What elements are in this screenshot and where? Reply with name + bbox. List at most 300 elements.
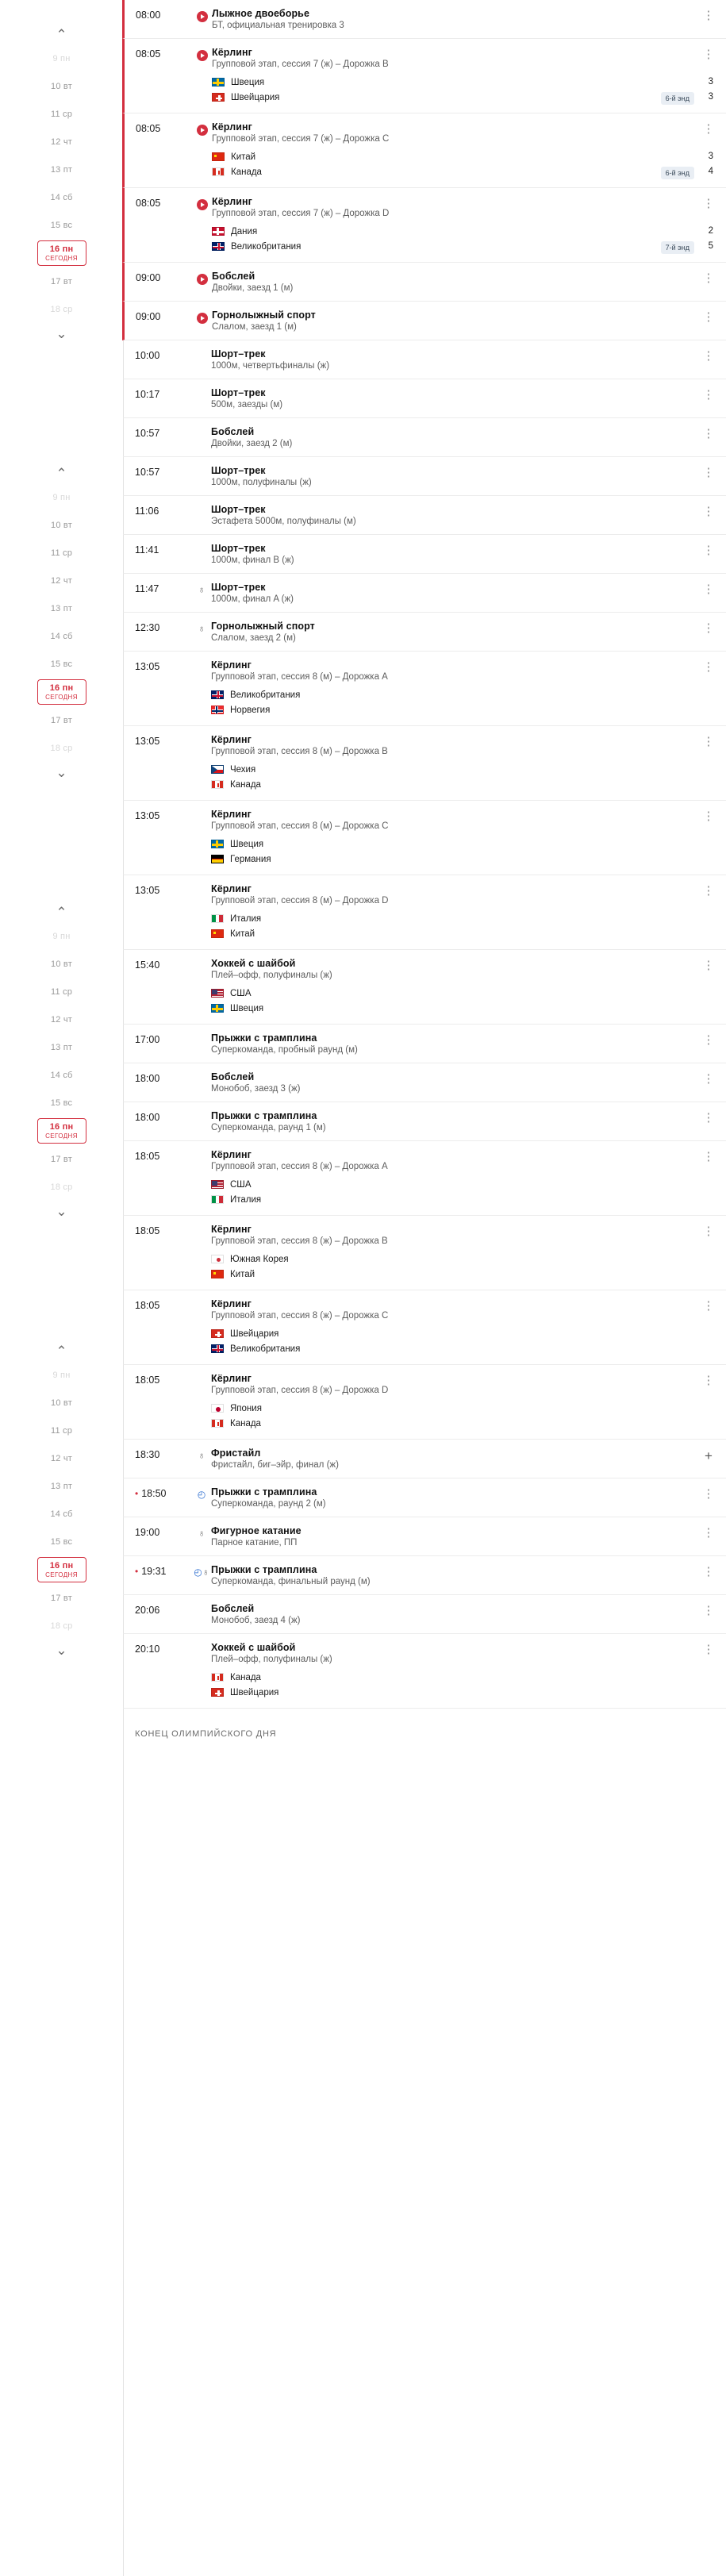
event-detail: Групповой этап, сессия 8 (ж) – Дорожка B: [211, 1236, 388, 1246]
date-rail-item[interactable]: 13 пт: [50, 1481, 73, 1491]
event-time: 13:05: [135, 661, 160, 672]
event-menu-icon[interactable]: ⋮: [702, 505, 715, 518]
date-rail-item[interactable]: 15 вс: [50, 220, 73, 230]
scroll-down-arrow-icon[interactable]: ⌄: [56, 325, 67, 341]
competitor-list: [211, 1251, 713, 1282]
event-menu-icon[interactable]: ⋮: [702, 1299, 715, 1313]
event-sport: Прыжки с трамплина: [211, 1486, 317, 1498]
competitor-row: [212, 90, 661, 105]
competitor-list: [211, 1401, 713, 1431]
flag-icon: [212, 152, 225, 161]
schedule-event-row[interactable]: [123, 1063, 726, 1102]
event-time: 08:05: [136, 198, 161, 209]
flag-icon: [212, 93, 225, 102]
event-menu-icon[interactable]: ⋮: [702, 544, 715, 557]
competitor-name: США: [230, 1179, 252, 1190]
event-detail: Групповой этап, сессия 8 (м) – Дорожка C: [211, 821, 389, 831]
event-body: [211, 734, 713, 792]
competitor-name: Канада: [230, 779, 261, 790]
event-result: [661, 75, 713, 105]
event-menu-icon[interactable]: ⋮: [702, 427, 715, 440]
competitor-row: [211, 1192, 713, 1207]
date-rail-item[interactable]: 17 вт: [51, 1154, 72, 1164]
event-sport: Кёрлинг: [211, 1149, 252, 1160]
event-menu-icon[interactable]: ⋮: [702, 271, 715, 285]
event-menu-icon[interactable]: ⋮: [702, 582, 715, 596]
event-time: 11:41: [135, 544, 159, 556]
event-body: [211, 1642, 713, 1700]
event-body: [211, 621, 713, 643]
event-status-marker: [192, 1298, 211, 1356]
schedule-event-row[interactable]: [122, 188, 726, 263]
event-detail: Двойки, заезд 1 (м): [212, 283, 294, 293]
schedule-event-row[interactable]: [123, 875, 726, 950]
schedule-event-row[interactable]: [123, 1440, 726, 1478]
date-rail-item[interactable]: 9 пн: [52, 931, 71, 941]
competitor-row: [211, 1001, 713, 1016]
event-sport: Кёрлинг: [212, 121, 252, 133]
scroll-up-arrow-icon[interactable]: ⌃: [56, 904, 67, 920]
schedule-event-row[interactable]: [123, 613, 726, 652]
score-value: 3: [708, 92, 713, 102]
schedule-event-row[interactable]: [123, 457, 726, 496]
flag-icon: [211, 1195, 224, 1204]
schedule-list: [123, 0, 726, 2576]
flag-icon: [211, 1419, 224, 1428]
event-body: [212, 196, 661, 254]
add-event-icon[interactable]: +: [705, 1448, 713, 1463]
status-badge: 6-й энд: [661, 167, 694, 179]
event-time: 18:00: [135, 1073, 160, 1084]
event-time: 18:00: [135, 1112, 160, 1123]
schedule-event-row[interactable]: [123, 418, 726, 457]
competitor-name: Великобритания: [231, 241, 302, 252]
date-rail-group: [0, 902, 123, 1221]
event-menu-icon[interactable]: ⋮: [702, 197, 715, 210]
event-sport: Бобслей: [212, 271, 255, 282]
date-rail-item[interactable]: 14 сб: [50, 1509, 73, 1519]
event-detail: Суперкоманда, пробный раунд (м): [211, 1045, 358, 1055]
schedule-event-row[interactable]: [123, 1517, 726, 1556]
event-status-marker: [192, 1032, 211, 1055]
schedule-event-row[interactable]: [122, 113, 726, 188]
competitor-name: Швеция: [231, 77, 265, 87]
competitor-list: [212, 75, 661, 105]
event-menu-icon[interactable]: ⋮: [702, 809, 715, 823]
schedule-event-row[interactable]: [123, 801, 726, 875]
competitor-name: Китай: [230, 1269, 255, 1279]
event-menu-icon[interactable]: ⋮: [702, 48, 715, 61]
event-time: 10:17: [135, 389, 160, 400]
event-sport: Шорт–трек: [211, 543, 266, 554]
competitor-list: [211, 687, 713, 717]
competitor-row: [211, 1341, 713, 1356]
event-detail: Групповой этап, сессия 8 (м) – Дорожка B: [211, 747, 388, 756]
event-detail: БТ, официальная тренировка 3: [212, 21, 344, 30]
date-rail: [0, 0, 123, 2576]
flag-icon: [211, 1404, 224, 1413]
competitor-row: [211, 702, 713, 717]
event-time: 18:05: [135, 1225, 160, 1236]
competitor-list: [211, 1177, 713, 1207]
event-status-marker: [192, 1071, 211, 1094]
event-menu-icon[interactable]: ⋮: [702, 1526, 715, 1540]
event-time: 10:00: [135, 350, 160, 361]
event-time: 11:06: [135, 506, 159, 517]
date-rail-item[interactable]: 11 ср: [50, 1425, 73, 1436]
date-rail-item[interactable]: 11 ср: [50, 548, 73, 558]
schedule-event-row[interactable]: [123, 1141, 726, 1216]
event-detail: Суперкоманда, финальный раунд (м): [211, 1577, 371, 1586]
schedule-event-row[interactable]: [123, 340, 726, 379]
competitor-name: Канада: [230, 1418, 261, 1428]
event-detail: Монобоб, заезд 4 (ж): [211, 1616, 301, 1625]
event-status-marker: [192, 1486, 211, 1509]
event-time: 13:05: [135, 885, 160, 896]
event-menu-icon[interactable]: ⋮: [702, 660, 715, 674]
event-status-marker: [193, 196, 212, 254]
medal-icon: ♁: [198, 584, 206, 595]
event-time: 10:57: [135, 467, 160, 478]
date-rail-item[interactable]: 14 сб: [50, 1070, 73, 1080]
event-status-marker: [192, 1603, 211, 1625]
flag-icon: [211, 765, 224, 774]
event-menu-icon[interactable]: ⋮: [702, 959, 715, 972]
date-rail-item[interactable]: 17 вт: [51, 276, 72, 286]
event-status-marker: [192, 734, 211, 792]
event-status-marker: [192, 465, 211, 487]
date-rail-item[interactable]: 10 вт: [51, 1398, 72, 1408]
medal-icon: ♁: [198, 1450, 206, 1461]
status-badge: 7-й энд: [661, 241, 694, 254]
date-rail-item[interactable]: 18 ср: [50, 1621, 73, 1631]
schedule-event-row[interactable]: [122, 263, 726, 302]
competitor-row: [211, 986, 713, 1001]
competitor-row: [212, 164, 661, 179]
status-badge: 6-й энд: [661, 92, 694, 105]
event-detail: Суперкоманда, раунд 1 (м): [211, 1123, 326, 1132]
event-detail: Двойки, заезд 2 (м): [211, 439, 293, 448]
event-sport: Шорт–трек: [211, 582, 266, 593]
score-value: 5: [708, 241, 713, 251]
schedule-event-row[interactable]: [123, 1556, 726, 1595]
event-status-marker: [192, 348, 211, 371]
event-sport: Кёрлинг: [211, 883, 252, 894]
date-rail-item[interactable]: 15 вс: [50, 1536, 73, 1547]
schedule-event-row[interactable]: [123, 652, 726, 726]
date-rail-item[interactable]: 10 вт: [51, 520, 72, 530]
event-menu-icon[interactable]: ⋮: [702, 1604, 715, 1617]
schedule-event-row[interactable]: [123, 535, 726, 574]
event-menu-icon[interactable]: ⋮: [702, 310, 715, 324]
event-detail: Парное катание, ПП: [211, 1538, 298, 1548]
live-icon: [197, 199, 208, 210]
event-menu-icon[interactable]: ⋮: [702, 1033, 715, 1047]
event-detail: Суперкоманда, раунд 2 (м): [211, 1499, 326, 1509]
event-time: 09:00: [136, 272, 161, 283]
competitor-name: Швеция: [230, 839, 264, 849]
event-status-marker: [192, 1224, 211, 1282]
competitor-name: Канада: [231, 167, 262, 177]
event-status-marker: [193, 271, 212, 293]
flag-icon: [212, 167, 225, 176]
event-menu-icon[interactable]: ⋮: [702, 1374, 715, 1387]
schedule-event-row[interactable]: [123, 1025, 726, 1063]
date-rail-item[interactable]: 9 пн: [52, 492, 71, 502]
event-sport: Лыжное двоеборье: [212, 8, 310, 19]
date-rail-item-today[interactable]: 16 пн СЕГОДНЯ: [37, 240, 86, 266]
competitor-row: [211, 1326, 713, 1341]
live-icon: [197, 313, 208, 324]
score-column: [702, 75, 713, 105]
event-detail: Групповой этап, сессия 8 (м) – Дорожка A: [211, 672, 388, 682]
event-body: [211, 348, 713, 371]
schedule-event-row[interactable]: [123, 1102, 726, 1141]
date-rail-group: [0, 463, 123, 782]
flag-icon: [211, 1270, 224, 1278]
event-status-marker: [192, 621, 211, 643]
date-rail-item[interactable]: 13 пт: [50, 164, 73, 175]
schedule-event-row[interactable]: [123, 1634, 726, 1709]
event-detail: Монобоб, заезд 3 (ж): [211, 1084, 301, 1094]
date-rail-item[interactable]: 10 вт: [51, 81, 72, 91]
event-menu-icon[interactable]: ⋮: [702, 9, 715, 22]
competitor-list: [211, 762, 713, 792]
event-sport: Бобслей: [211, 1603, 255, 1614]
competitor-name: Швейцария: [230, 1328, 279, 1339]
event-sport: Шорт–трек: [211, 387, 266, 398]
date-rail-item-today[interactable]: 16 пн СЕГОДНЯ: [37, 1118, 86, 1144]
event-sport: Фигурное катание: [211, 1525, 302, 1536]
event-status-marker: [192, 582, 211, 604]
competitor-row: [212, 239, 661, 254]
event-body: [211, 426, 713, 448]
schedule-event-row[interactable]: [123, 1365, 726, 1440]
event-time: 20:06: [135, 1605, 160, 1616]
competitor-row: [211, 911, 713, 926]
event-detail: Слалом, заезд 2 (м): [211, 633, 296, 643]
schedule-event-row[interactable]: [123, 496, 726, 535]
score-value: 3: [708, 152, 713, 161]
date-rail-item[interactable]: 12 чт: [50, 1453, 73, 1463]
event-time: 18:30: [135, 1449, 160, 1460]
event-sport: Прыжки с трамплина: [211, 1110, 317, 1121]
flag-icon: [211, 780, 224, 789]
event-status-marker: [192, 1564, 211, 1586]
schedule-event-row[interactable]: [123, 950, 726, 1025]
event-sport: Кёрлинг: [211, 659, 252, 671]
date-rail-item[interactable]: 12 чт: [50, 575, 73, 586]
event-time: • 18:50: [135, 1488, 167, 1499]
scroll-up-arrow-icon[interactable]: ⌃: [56, 1343, 67, 1359]
competitor-row: [211, 1401, 713, 1416]
date-rail-item[interactable]: 14 сб: [50, 192, 73, 202]
competitor-list: [211, 911, 713, 941]
event-sport: Бобслей: [211, 1071, 255, 1082]
competitor-row: [211, 852, 713, 867]
event-body: [211, 883, 713, 941]
event-sport: Прыжки с трамплина: [211, 1564, 317, 1575]
date-rail-item[interactable]: 15 вс: [50, 1098, 73, 1108]
event-status-marker: [193, 121, 212, 179]
date-rail-item[interactable]: 12 чт: [50, 136, 73, 147]
event-time: 18:05: [135, 1300, 160, 1311]
competitor-list: [211, 1670, 713, 1700]
event-status-marker: [192, 958, 211, 1016]
event-time: 20:10: [135, 1644, 160, 1655]
schedule-event-row[interactable]: [123, 574, 726, 613]
flag-icon: [212, 242, 225, 251]
schedule-event-row[interactable]: [122, 302, 726, 340]
event-body: [211, 1564, 713, 1586]
schedule-event-row[interactable]: [123, 1478, 726, 1517]
date-rail-item[interactable]: 15 вс: [50, 659, 73, 669]
event-body: [211, 1032, 713, 1055]
flag-icon: [211, 840, 224, 848]
medal-icon: ♁: [198, 623, 206, 634]
competitor-name: Чехия: [230, 764, 256, 775]
score-column: [702, 149, 713, 179]
date-rail-item[interactable]: 18 ср: [50, 1182, 73, 1192]
event-menu-icon[interactable]: ⋮: [702, 1643, 715, 1656]
event-body: [211, 1603, 713, 1625]
event-body: [212, 310, 713, 332]
date-rail-item[interactable]: 9 пн: [52, 53, 71, 63]
schedule-event-row[interactable]: [122, 0, 726, 39]
event-menu-icon[interactable]: ⋮: [702, 1225, 715, 1238]
event-body: [211, 504, 713, 526]
event-menu-icon[interactable]: ⋮: [702, 1150, 715, 1163]
competitor-name: Швейцария: [230, 1687, 279, 1697]
event-menu-icon[interactable]: ⋮: [702, 1487, 715, 1501]
scroll-down-arrow-icon[interactable]: ⌄: [56, 1203, 67, 1219]
event-detail: 500м, заезды (м): [211, 400, 283, 409]
event-detail: Групповой этап, сессия 8 (ж) – Дорожка A: [211, 1162, 388, 1171]
event-sport: Бобслей: [211, 426, 255, 437]
competitor-row: [211, 777, 713, 792]
event-menu-icon[interactable]: ⋮: [702, 1111, 715, 1125]
event-body: [211, 659, 713, 717]
competitor-row: [211, 1670, 713, 1685]
event-status-marker: [193, 8, 212, 30]
date-rail-item[interactable]: 10 вт: [51, 959, 72, 969]
event-detail: 1000м, четвертьфиналы (ж): [211, 361, 330, 371]
competitor-row: [211, 926, 713, 941]
scroll-down-arrow-icon[interactable]: ⌄: [56, 764, 67, 780]
scroll-down-arrow-icon[interactable]: ⌄: [56, 1642, 67, 1658]
event-sport: Кёрлинг: [211, 1298, 252, 1309]
date-rail-item-today[interactable]: 16 пн СЕГОДНЯ: [37, 1557, 86, 1582]
date-rail-item[interactable]: 11 ср: [50, 986, 73, 997]
date-rail-item-today[interactable]: 16 пн СЕГОДНЯ: [37, 679, 86, 705]
event-time: 08:05: [136, 123, 161, 134]
event-status-marker: [192, 426, 211, 448]
event-menu-icon[interactable]: ⋮: [702, 349, 715, 363]
event-menu-icon[interactable]: ⋮: [702, 122, 715, 136]
score-value: 2: [708, 226, 713, 236]
event-detail: 1000м, финал B (ж): [211, 556, 294, 565]
date-rail-item[interactable]: 13 пт: [50, 1042, 73, 1052]
date-rail-item[interactable]: 12 чт: [50, 1014, 73, 1025]
event-menu-icon[interactable]: ⋮: [702, 735, 715, 748]
event-sport: Хоккей с шайбой: [211, 1642, 296, 1653]
flag-icon: [211, 1673, 224, 1682]
competitor-name: Япония: [230, 1403, 262, 1413]
date-rail-item[interactable]: 14 сб: [50, 631, 73, 641]
date-rail-item[interactable]: 11 ср: [50, 109, 73, 119]
schedule-event-row[interactable]: [123, 379, 726, 418]
event-status-marker: [193, 47, 212, 105]
event-menu-icon[interactable]: ⋮: [702, 466, 715, 479]
scroll-up-arrow-icon[interactable]: ⌃: [56, 26, 67, 42]
event-time: 17:00: [135, 1034, 160, 1045]
competitor-name: Южная Корея: [230, 1254, 289, 1264]
event-status-marker: [192, 1642, 211, 1700]
event-body: [212, 121, 661, 179]
schedule-event-row[interactable]: [123, 726, 726, 801]
event-time: 15:40: [135, 959, 160, 971]
schedule-event-row[interactable]: [123, 1595, 726, 1634]
event-detail: Групповой этап, сессия 8 (ж) – Дорожка C: [211, 1311, 389, 1321]
score-value: 4: [708, 167, 713, 176]
flag-icon: [211, 1329, 224, 1338]
event-menu-icon[interactable]: ⋮: [702, 884, 715, 898]
event-detail: 1000м, полуфиналы (ж): [211, 478, 312, 487]
date-rail-item[interactable]: 17 вт: [51, 1593, 72, 1603]
competitor-name: Канада: [230, 1672, 261, 1682]
flag-icon: [212, 78, 225, 87]
event-status-marker: [193, 310, 212, 332]
event-body: [211, 1224, 713, 1282]
scroll-up-arrow-icon[interactable]: ⌃: [56, 465, 67, 481]
date-rail-item[interactable]: 9 пн: [52, 1370, 71, 1380]
date-rail-item[interactable]: 18 ср: [50, 304, 73, 314]
event-detail: Плей–офф, полуфиналы (ж): [211, 1655, 332, 1664]
score-value: 3: [708, 77, 713, 87]
competitor-name: Норвегия: [230, 705, 271, 715]
event-sport: Кёрлинг: [211, 1224, 252, 1235]
event-detail: Групповой этап, сессия 7 (ж) – Дорожка B: [212, 60, 389, 69]
schedule-event-row[interactable]: [123, 1216, 726, 1290]
schedule-event-row[interactable]: [123, 1290, 726, 1365]
date-rail-item[interactable]: 18 ср: [50, 743, 73, 753]
event-time: 09:00: [136, 311, 161, 322]
score-column: [702, 224, 713, 254]
competitor-row: [211, 687, 713, 702]
event-detail: Групповой этап, сессия 7 (ж) – Дорожка D: [212, 209, 390, 218]
event-menu-icon[interactable]: ⋮: [702, 1565, 715, 1578]
event-status-marker: [192, 659, 211, 717]
event-body: [212, 8, 713, 30]
competitor-list: [212, 149, 661, 179]
live-icon: [197, 125, 208, 136]
event-menu-icon[interactable]: ⋮: [702, 388, 715, 402]
competitor-name: Китай: [230, 929, 255, 939]
date-rail-group: [0, 1340, 123, 1660]
event-detail: Групповой этап, сессия 7 (ж) – Дорожка C: [212, 134, 390, 144]
date-rail-item[interactable]: 13 пт: [50, 603, 73, 613]
event-body: [211, 543, 713, 565]
event-menu-icon[interactable]: ⋮: [702, 621, 715, 635]
date-rail-item[interactable]: 17 вт: [51, 715, 72, 725]
day-end-label: КОНЕЦ ОЛИМПИЙСКОГО ДНЯ: [123, 1709, 726, 1763]
event-sport: Хоккей с шайбой: [211, 958, 296, 969]
event-menu-icon[interactable]: ⋮: [702, 1072, 715, 1086]
schedule-event-row[interactable]: [122, 39, 726, 113]
event-time: 10:57: [135, 428, 160, 439]
medal-icon: ♁: [202, 1567, 209, 1578]
competitor-row: [211, 1685, 713, 1700]
